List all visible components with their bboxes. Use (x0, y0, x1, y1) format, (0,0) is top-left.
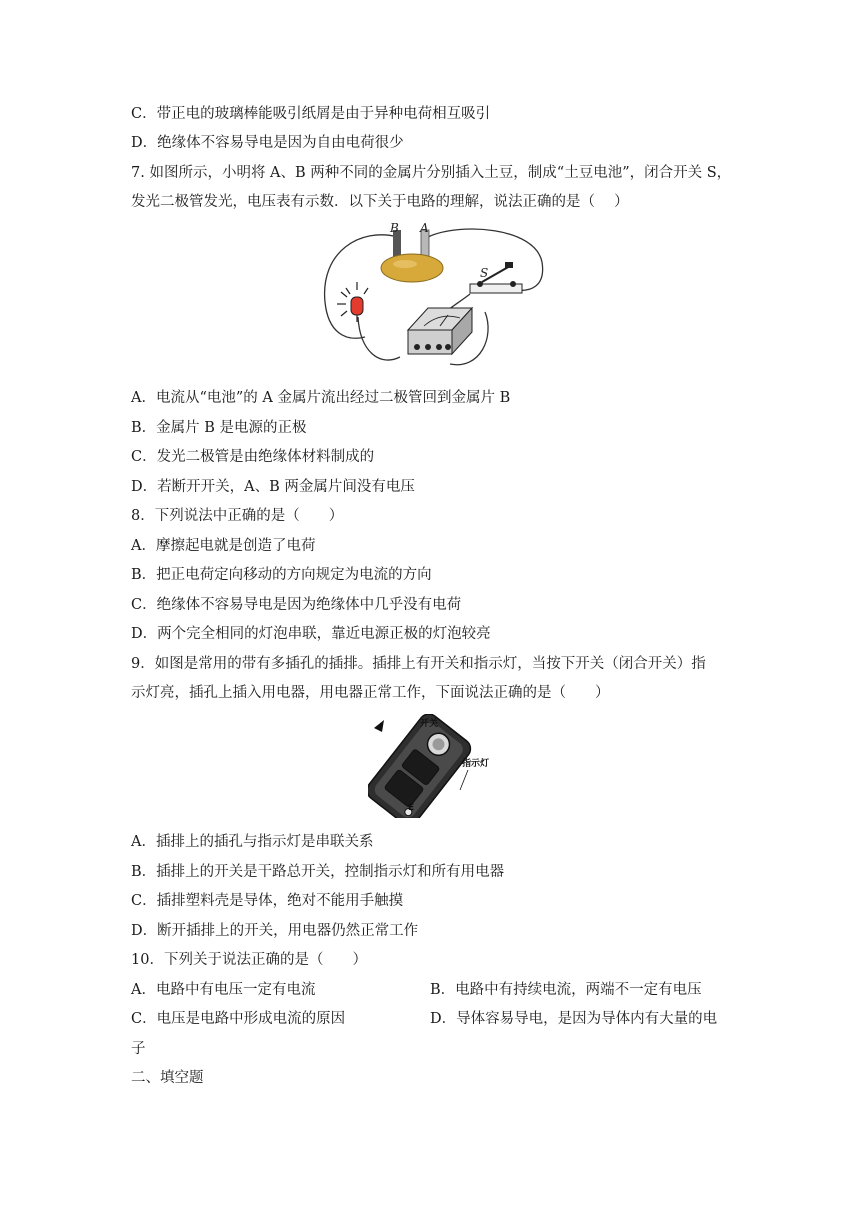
label-s: S (480, 266, 489, 280)
q8-option-c: C．绝缘体不容易导电是因为绝缘体中几乎没有电荷 (131, 597, 462, 613)
label-switch: 开关 (420, 719, 439, 729)
power-strip-figure (368, 714, 498, 818)
q10-option-c: C．电压是电路中形成电流的原因 (131, 1011, 346, 1027)
label-e: E (408, 803, 415, 813)
q9-option-d: D．断开插排上的开关，用电器仍然正常工作 (131, 923, 419, 939)
q7-stem-line2: 发光二极管发光，电压表有示数．以下关于电路的理解，说法正确的是（ ） (131, 194, 629, 210)
q8-option-b: B．把正电荷定向移动的方向规定为电流的方向 (131, 567, 432, 583)
q9-stem-line2: 示灯亮，插孔上插入用电器，用电器正常工作，下面说法正确的是（ ） (131, 685, 610, 701)
q8-option-a: A．摩擦起电就是创造了电荷 (131, 538, 316, 554)
label-b: B (390, 222, 399, 235)
label-a: A (420, 222, 429, 235)
label-indicator: 指示灯 (462, 759, 490, 769)
voltmeter (408, 308, 472, 354)
q7-option-d: D．若断开开关，A、B 两金属片间没有电压 (131, 479, 415, 495)
potato-battery-circuit-figure (320, 222, 545, 374)
q9-option-a: A．插排上的插孔与指示灯是串联关系 (131, 834, 374, 850)
section-heading-fill-in: 二、填空题 (131, 1070, 204, 1086)
q8-option-d: D．两个完全相同的灯泡串联，靠近电源正极的灯泡较亮 (131, 626, 491, 642)
potato (381, 254, 443, 282)
switch-s (470, 262, 522, 293)
q10-stem: 10．下列关于说法正确的是（ ） (131, 952, 367, 968)
q7-option-b: B．金属片 B 是电源的正极 (131, 420, 307, 436)
q9-option-c: C．插排塑料壳是导体，绝对不能用手触摸 (131, 893, 404, 909)
q7-option-a: A．电流从“电池”的 A 金属片流出经过二极管回到金属片 B (131, 390, 511, 406)
q10-option-d-wrap: 子 (131, 1041, 146, 1057)
q8-stem: 8．下列说法中正确的是（ ） (131, 508, 344, 524)
led-diode (337, 282, 368, 322)
q6-option-d: D．绝缘体不容易导电是因为自由电荷很少 (131, 135, 404, 151)
q10-option-a: A．电路中有电压一定有电流 (131, 982, 316, 998)
q10-option-b: B．电路中有持续电流，两端不一定有电压 (430, 982, 702, 998)
q10-option-d: D．导体容易导电，是因为导体内有大量的电 (430, 1011, 718, 1027)
q7-stem-line1: 7. 如图所示，小明将 A、B 两种不同的金属片分别插入土豆，制成“土豆电池”，闭合开关 S， (131, 165, 732, 181)
q6-option-c: C．带正电的玻璃棒能吸引纸屑是由于异种电荷相互吸引 (131, 106, 491, 122)
q7-option-c: C．发光二极管是由绝缘体材料制成的 (131, 449, 375, 465)
q9-stem-line1: 9．如图是常用的带有多插孔的插排。插排上有开关和指示灯，当按下开关（闭合开关）指 (131, 656, 706, 672)
q9-option-b: B．插排上的开关是干路总开关，控制指示灯和所有用电器 (131, 864, 505, 880)
